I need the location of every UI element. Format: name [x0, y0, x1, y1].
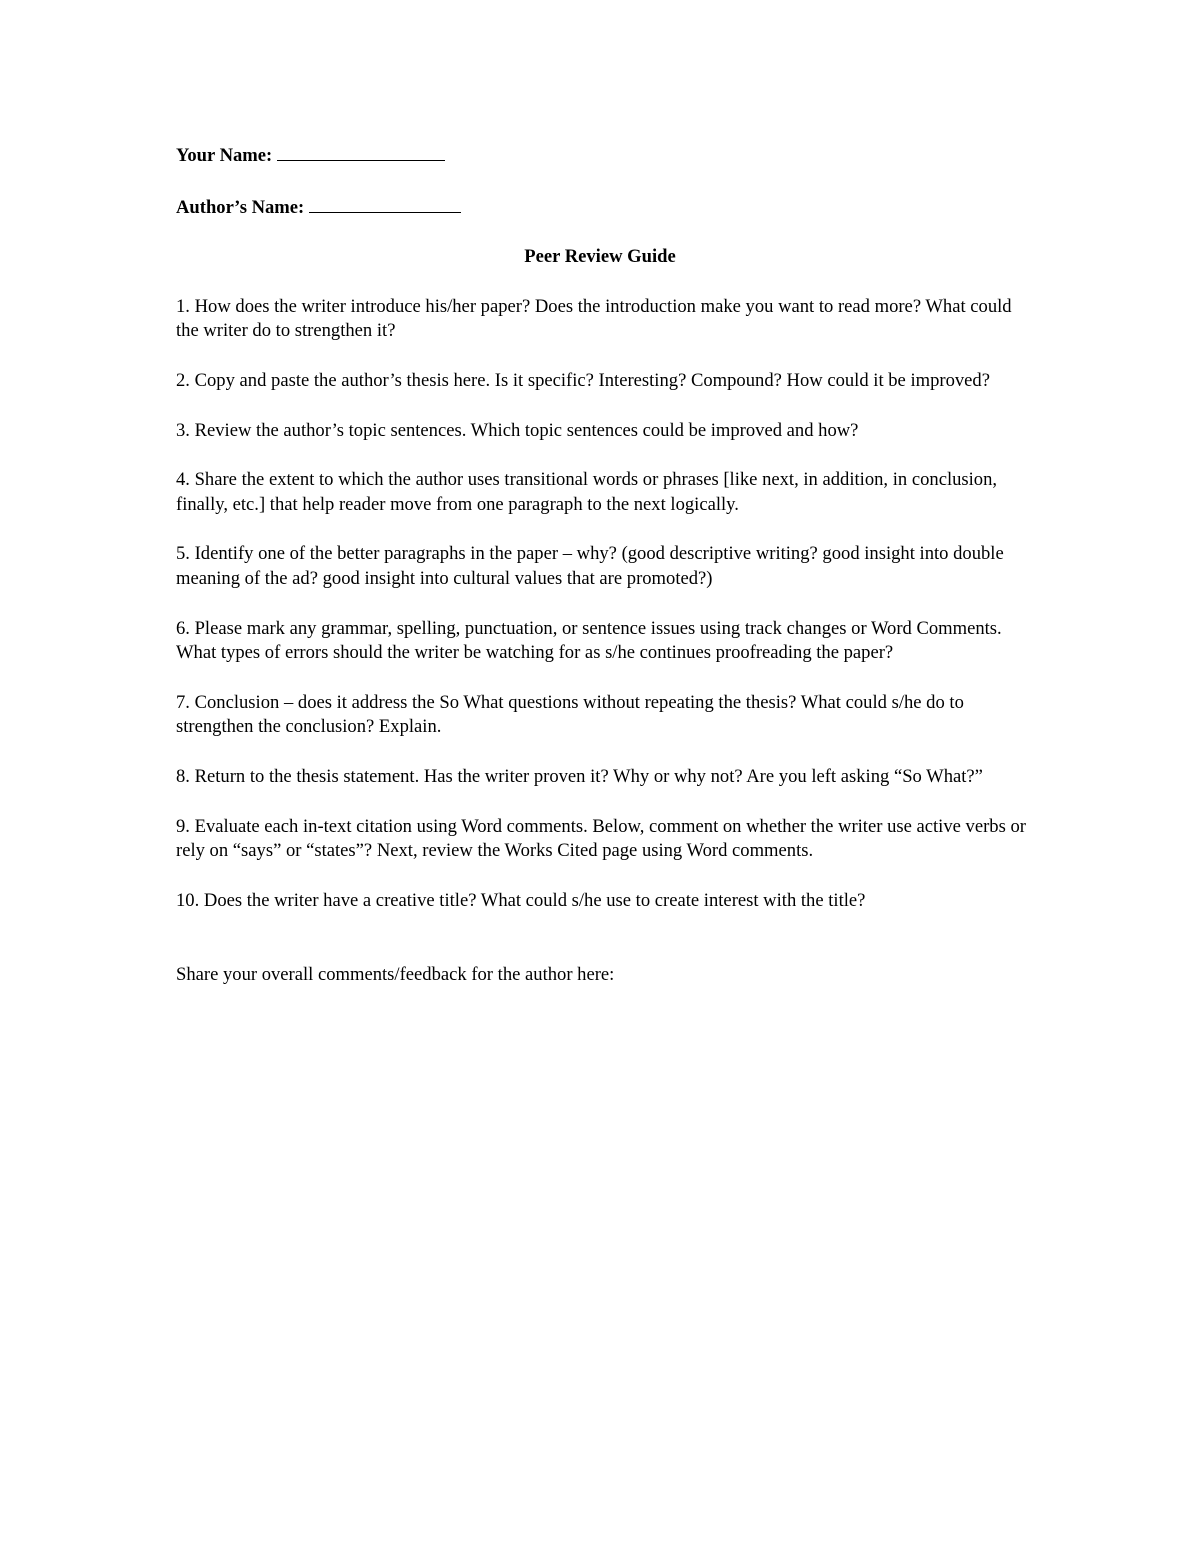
question-3: 3. Review the author’s topic sentences. Which topic sentences could be improved and how? [176, 419, 859, 441]
your-name-label: Your Name: [176, 145, 273, 166]
page-title: Peer Review Guide [524, 246, 676, 268]
your-name-blank[interactable] [277, 142, 445, 161]
your-name-field [176, 142, 1026, 169]
document-content [176, 142, 1026, 1006]
question-7: 7. Conclusion – does it address the So What questions without repeating the thesis? What could s/he do to strengthen the conclusion? Explain. [176, 691, 964, 738]
closing-prompt: Share your overall comments/feedback for the author here: [176, 964, 615, 986]
question-2: 2. Copy and paste the author’s thesis here. Is it specific? Interesting? Compound? How could it be improved? [176, 369, 990, 391]
question-4: 4. Share the extent to which the author uses transitional words or phrases [like next, in addition, in conclusion, finally, etc.] that help reader move from one paragraph to the next logically. [176, 469, 998, 515]
question-6: 6. Please mark any grammar, spelling, punctuation, or sentence issues using track changes or Word Comments. What types of errors should the writer be watching for as s/he continues proofreading the paper? [176, 617, 1002, 664]
author-name-blank[interactable] [309, 194, 461, 213]
author-name-label: Author’s Name: [176, 196, 305, 218]
question-5: 5. Identify one of the better paragraphs in the paper – why? (good descriptive writing? good insight into double meaning of the ad? good insight into cultural values that are promoted?) [176, 543, 1004, 589]
author-name-field [176, 194, 1026, 221]
question-10: 10. Does the writer have a creative title? What could s/he use to create interest with the title? [176, 889, 866, 911]
question-1: 1. How does the writer introduce his/her paper? Does the introduction make you want to read more? What could the writer do to strengthen it? [176, 295, 1012, 342]
question-8: 8. Return to the thesis statement. Has the writer proven it? Why or why not? Are you left asking “So What?” [176, 765, 983, 787]
question-9: 9. Evaluate each in-text citation using Word comments. Below, comment on whether the writer use active verbs or rely on “says” or “states”? Next, review the Works Cited page using Word comments. [176, 815, 1026, 862]
